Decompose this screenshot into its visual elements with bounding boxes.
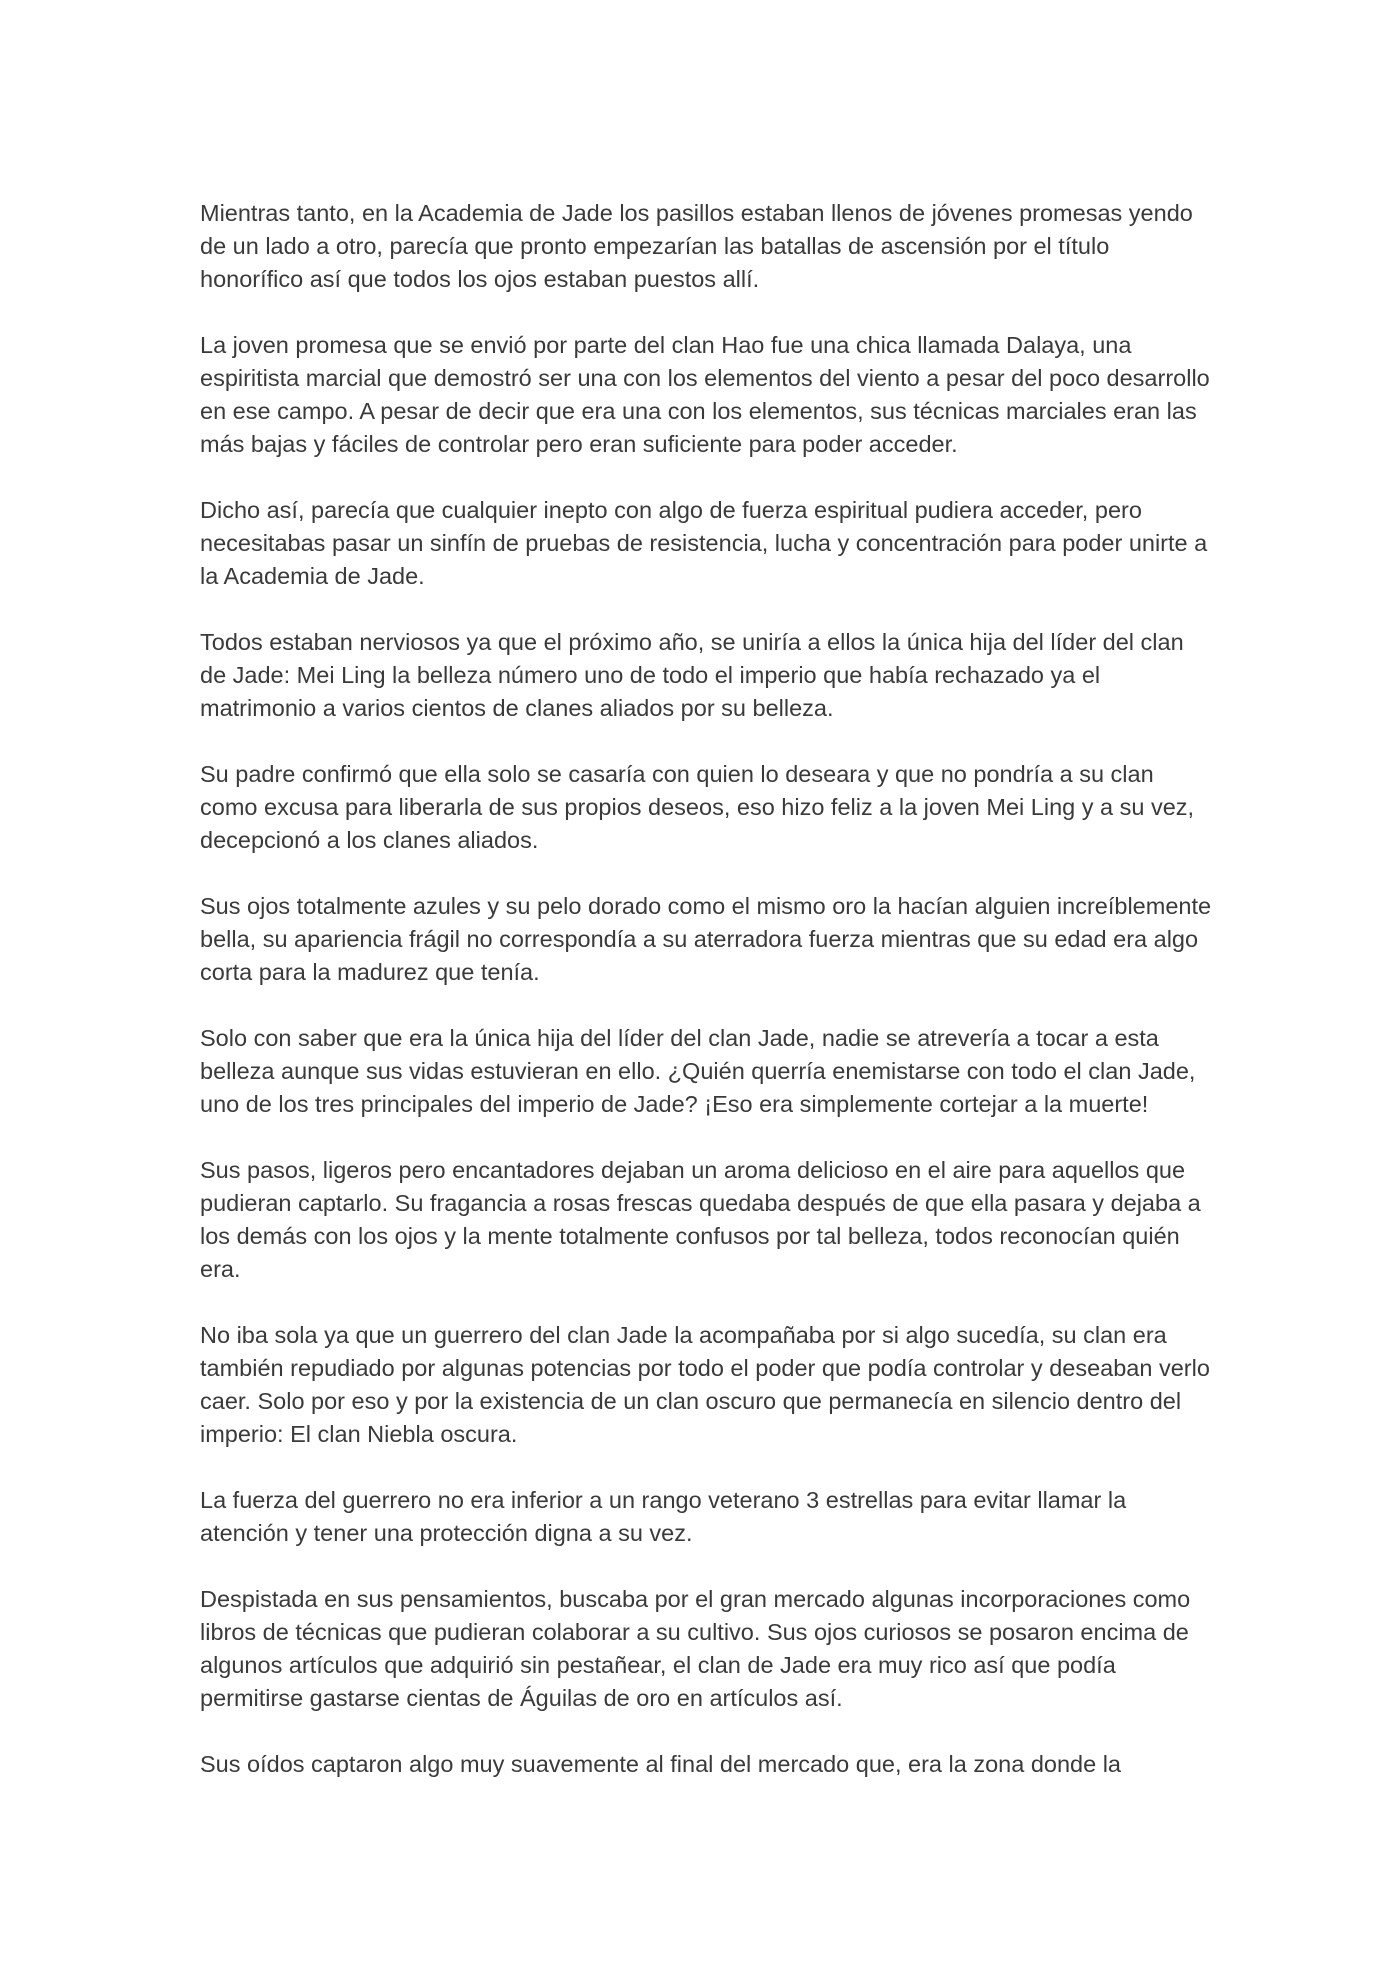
paragraph-7: Solo con saber que era la única hija del líder del clan Jade, nadie se atrevería a tocar a esta belleza aunque sus vidas estuvieran en ello. ¿Quién querría enemistarse con todo el clan Jade, uno de los tres principales del imperio de Jade? ¡Eso era simplemente cortejar a la muerte! <box>200 1025 1196 1117</box>
paragraph-1: Mientras tanto, en la Academia de Jade los pasillos estaban llenos de jóvenes promesas yendo de un lado a otro, parecía que pronto empezarían las batallas de ascensión por el título honorífico así que todos los ojos estaban puestos allí. <box>200 200 1193 292</box>
paragraph-11: Despistada en sus pensamientos, buscaba por el gran mercado algunas incorporaciones como libros de técnicas que pudieran colaborar a su cultivo. Sus ojos curiosos se posaron encima de algunos artículos que adquirió sin pestañear, el clan de Jade era muy rico así que podía permitirse gastarse cientas de Águilas de oro en artículos así. <box>200 1586 1191 1711</box>
paragraph-8: Sus pasos, ligeros pero encantadores dejaban un aroma delicioso en el aire para aquellos que pudieran captarlo. Su fragancia a rosas frescas quedaba después de que ella pasara y dejaba a los demás con los ojos y la mente totalmente confusos por tal belleza, todos reconocían quién era. <box>200 1157 1201 1282</box>
paragraph-6: Sus ojos totalmente azules y su pelo dorado como el mismo oro la hacían alguien increíblemente bella, su apariencia frágil no correspondía a su aterradora fuerza mientras que su edad era algo corta para la madurez que tenía. <box>200 893 1212 985</box>
paragraph-9: No iba sola ya que un guerrero del clan Jade la acompañaba por si algo sucedía, su clan era también repudiado por algunas potencias por todo el poder que podía controlar y deseaban verlo caer. Solo por eso y por la existencia de un clan oscuro que permanecía en silencio dentro del imperio: El clan Niebla oscura. <box>200 1322 1210 1447</box>
paragraph-10: La fuerza del guerrero no era inferior a un rango veterano 3 estrellas para evitar llamar la atención y tener una protección digna a su vez. <box>200 1487 1127 1546</box>
paragraph-4: Todos estaban nerviosos ya que el próximo año, se uniría a ellos la única hija del líder del clan de Jade: Mei Ling la belleza número uno de todo el imperio que había rechazado ya el matrimonio a varios cientos de clanes aliados por su belleza. <box>200 629 1184 721</box>
paragraph-2: La joven promesa que se envió por parte del clan Hao fue una chica llamada Dalaya, una espiritista marcial que demostró ser una con los elementos del viento a pesar del poco desarrollo en ese campo. A pesar de decir que era una con los elementos, sus técnicas marciales eran las más bajas y fáciles de controlar pero eran suficiente para poder acceder. <box>200 332 1210 457</box>
paragraph-5: Su padre confirmó que ella solo se casaría con quien lo deseara y que no pondría a su clan como excusa para liberarla de sus propios deseos, eso hizo feliz a la joven Mei Ling y a su vez, decepcionó a los clanes aliados. <box>200 761 1195 853</box>
paragraph-3: Dicho así, parecía que cualquier inepto con algo de fuerza espiritual pudiera acceder, pero necesitabas pasar un sinfín de pruebas de resistencia, lucha y concentración para poder unirte a la Academia de Jade. <box>200 497 1208 589</box>
document-body <box>200 197 1215 1781</box>
paragraph-12: Sus oídos captaron algo muy suavemente al final del mercado que, era la zona donde la <box>200 1751 1121 1777</box>
